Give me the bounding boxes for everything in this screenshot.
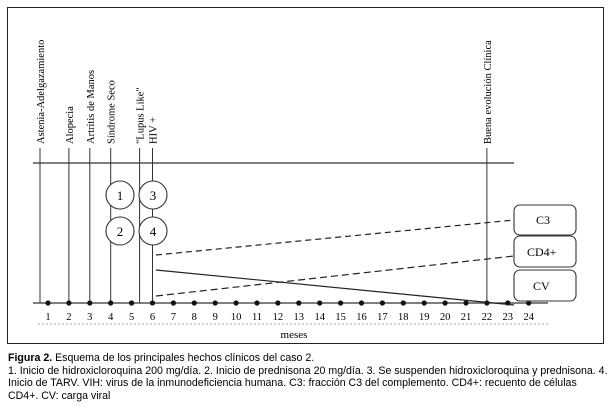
month-label-21: 21 (460, 312, 472, 323)
cd4-trend-line (156, 256, 514, 296)
month-label-2: 2 (66, 312, 72, 323)
month-label-6: 6 (149, 312, 156, 323)
month-label-12: 12 (272, 312, 284, 323)
month-label-10: 10 (230, 312, 242, 323)
c3-trend-line (156, 220, 514, 255)
month-label-19: 19 (418, 312, 430, 323)
month-tick-6 (150, 300, 155, 305)
caption-title: Figura 2. (8, 352, 53, 364)
month-label-11: 11 (251, 312, 263, 323)
month-label-9: 9 (212, 312, 218, 323)
axis-label-meses: meses (280, 329, 308, 341)
figure-caption (8, 352, 608, 402)
intervention-markers (106, 181, 167, 245)
c3-box-label: C3 (536, 213, 551, 227)
month-label-18: 18 (398, 312, 409, 323)
month-label-14: 14 (314, 312, 325, 323)
month-tick-2 (66, 300, 71, 305)
event-label-1: Astenia-Adelgazamiento (36, 39, 47, 144)
marker-1-label: 1 (116, 188, 124, 203)
month-tick-14 (317, 300, 322, 305)
month-tick-7 (171, 300, 176, 305)
month-tick-15 (338, 300, 343, 305)
event-label-6: HIV + (148, 116, 160, 144)
month-label-24: 24 (523, 312, 534, 323)
month-label-8: 8 (191, 312, 197, 323)
month-tick-10 (234, 300, 239, 305)
month-tick-16 (359, 300, 364, 305)
caption-body: 1. Inicio de hidroxicloroquina 200 mg/día. 2. Inicio de prednisona 20 mg/día. 3. Se suspenden hidroxicloroquina y prednisona. 4. Inicio de TARV. VIH: virus de la inmunodeficiencia humana. C3: fracción C3 del complemento. CD4+: recuento de células CD4+. CV: carga viral (8, 364, 608, 402)
event-label-5: "Lupus Like" (135, 87, 147, 144)
month-tick-13 (296, 300, 301, 305)
month-label-20: 20 (439, 312, 451, 323)
month-label-22: 22 (481, 312, 493, 323)
month-tick-17 (380, 300, 385, 305)
month-label-23: 23 (502, 312, 514, 323)
month-tick-19 (422, 300, 427, 305)
marker-3-label: 3 (149, 188, 157, 203)
figure-panel (7, 7, 604, 344)
month-tick-12 (275, 300, 280, 305)
month-label-3: 3 (87, 312, 93, 323)
month-tick-3 (87, 300, 92, 305)
month-label-1: 1 (45, 312, 51, 323)
month-label-7: 7 (170, 312, 177, 323)
month-tick-20 (443, 300, 448, 305)
event-label-4: Síndrome Seco (106, 80, 118, 144)
month-label-4: 4 (108, 312, 114, 323)
marker-2-label: 2 (116, 224, 124, 239)
month-tick-4 (108, 300, 113, 305)
month-tick-9 (213, 300, 218, 305)
month-tick-11 (254, 300, 259, 305)
cv-box-label: CV (533, 279, 550, 293)
month-label-16: 16 (356, 312, 367, 323)
month-tick-5 (129, 300, 134, 305)
month-tick-1 (45, 300, 50, 305)
caption-title-rest: Esquema de los principales hechos clínicos del caso 2. (52, 352, 315, 364)
month-label-13: 13 (293, 312, 305, 323)
month-label-5: 5 (128, 312, 135, 323)
month-tick-8 (192, 300, 197, 305)
month-label-15: 15 (335, 312, 346, 323)
event-label-2: Alopecia (64, 106, 76, 144)
measure-boxes (514, 205, 576, 301)
event-label-7: Buena evolución Clínica (482, 40, 494, 144)
cd4-box-label: CD4+ (527, 245, 557, 259)
month-tick-21 (463, 300, 468, 305)
viral-load-trend-line (156, 270, 514, 305)
clinical-timeline-diagram (8, 8, 605, 345)
month-tick-18 (401, 300, 406, 305)
marker-4-label: 4 (149, 224, 157, 239)
month-label-17: 17 (377, 312, 388, 323)
event-label-3: Artritis de Manos (85, 69, 97, 144)
